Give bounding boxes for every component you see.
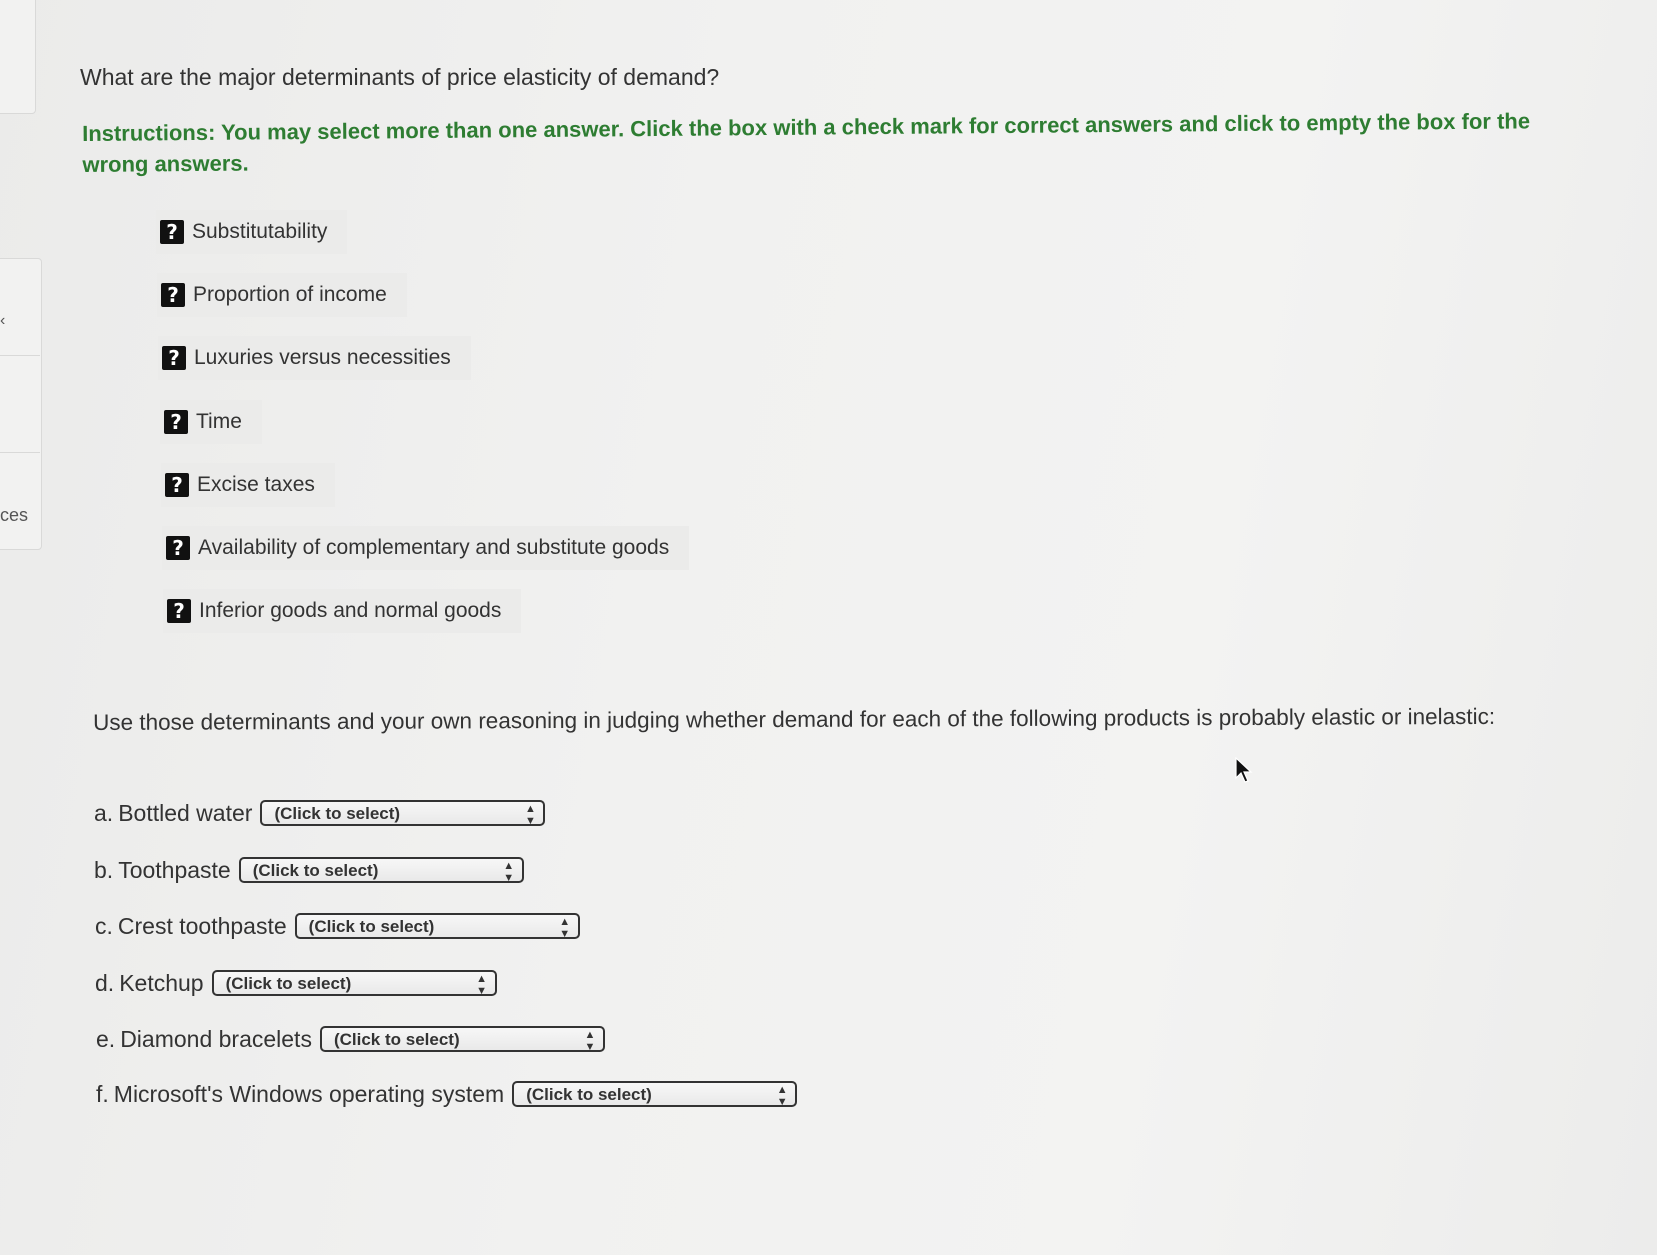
choice-inferior-goods-and-normal-goods[interactable] <box>163 589 521 633</box>
choice-label: Inferior goods and normal goods <box>199 599 502 622</box>
sidebar-chevron-icon[interactable]: ‹ <box>0 312 6 329</box>
elasticity-select[interactable] <box>260 800 545 826</box>
select-arrows-icon: ▲▼ <box>583 1029 596 1053</box>
select-arrows-icon: ▲▼ <box>524 803 537 827</box>
question-mark-box-icon[interactable]: ? <box>164 410 188 434</box>
elasticity-select[interactable] <box>320 1026 605 1052</box>
item-diamond-bracelets <box>96 1023 605 1055</box>
question-mark-box-icon[interactable]: ? <box>162 346 186 370</box>
item-label: Ketchup <box>119 969 204 996</box>
question-mark-box-icon[interactable]: ? <box>166 536 190 560</box>
item-label: Toothpaste <box>118 856 231 883</box>
choice-substitutability[interactable] <box>156 210 347 254</box>
instructions-text: Instructions: You may select more than one answer. Click the box with a check mark for correct answers and click to empty the box for the wrong answers. <box>82 108 1531 177</box>
choice-label: Luxuries versus necessities <box>194 346 451 369</box>
item-ketchup <box>95 967 497 999</box>
choice-luxuries-versus-necessities[interactable] <box>158 336 471 380</box>
select-value: (Click to select) <box>274 804 401 823</box>
select-arrows-icon: ▲▼ <box>558 916 571 940</box>
choice-label: Availability of complementary and substitute goods <box>198 536 670 559</box>
item-label: Bottled water <box>118 799 253 826</box>
item-label: Crest toothpaste <box>117 912 287 939</box>
item-label: Diamond bracelets <box>120 1025 312 1052</box>
select-arrows-icon: ▲▼ <box>475 973 488 997</box>
select-value: (Click to select) <box>225 974 352 993</box>
choice-label: Excise taxes <box>197 473 315 496</box>
elasticity-select[interactable] <box>239 857 524 883</box>
choice-proportion-of-income[interactable] <box>157 273 407 317</box>
question-mark-box-icon[interactable]: ? <box>165 473 189 497</box>
question-mark-box-icon[interactable]: ? <box>161 283 185 307</box>
question-text: What are the major determinants of price elasticity of demand? <box>80 64 720 90</box>
item-microsoft-windows <box>96 1078 797 1110</box>
choice-label: Substitutability <box>192 220 328 243</box>
select-value: (Click to select) <box>333 1030 460 1049</box>
item-letter: b. <box>94 856 114 883</box>
item-toothpaste <box>94 854 524 886</box>
mouse-pointer-icon <box>1235 757 1253 785</box>
select-arrows-icon: ▲▼ <box>776 1084 789 1108</box>
question-mark-box-icon[interactable]: ? <box>160 220 184 244</box>
item-crest-toothpaste <box>95 910 580 942</box>
item-letter: a. <box>94 799 114 826</box>
elasticity-select[interactable] <box>512 1081 797 1107</box>
choice-label: Time <box>196 410 242 433</box>
sidebar-divider <box>0 355 40 356</box>
sidebar-divider <box>0 452 40 453</box>
item-letter: c. <box>95 912 113 939</box>
item-letter: d. <box>95 969 115 996</box>
item-letter: f. <box>96 1080 109 1107</box>
choice-availability-of-complementary-and-substitute-goods[interactable] <box>162 526 689 570</box>
select-value: (Click to select) <box>252 861 379 880</box>
choice-label: Proportion of income <box>193 283 387 306</box>
elasticity-select[interactable] <box>295 913 580 939</box>
select-value: (Click to select) <box>308 917 435 936</box>
item-bottled-water <box>94 797 545 829</box>
sidebar-label[interactable]: ces <box>0 505 29 525</box>
elasticity-select[interactable] <box>212 970 497 996</box>
item-letter: e. <box>96 1025 116 1052</box>
prompt-text: Use those determinants and your own reasoning in judging whether demand for each of the following products is probably elastic or inelastic: <box>93 703 1496 735</box>
select-value: (Click to select) <box>526 1085 652 1104</box>
question-mark-box-icon[interactable]: ? <box>167 599 191 623</box>
choice-excise-taxes[interactable] <box>161 463 335 507</box>
item-label: Microsoft's Windows operating system <box>113 1080 505 1107</box>
sidebar-tab-top[interactable] <box>0 0 36 114</box>
select-arrows-icon: ▲▼ <box>502 860 515 884</box>
choice-time[interactable] <box>160 400 262 444</box>
